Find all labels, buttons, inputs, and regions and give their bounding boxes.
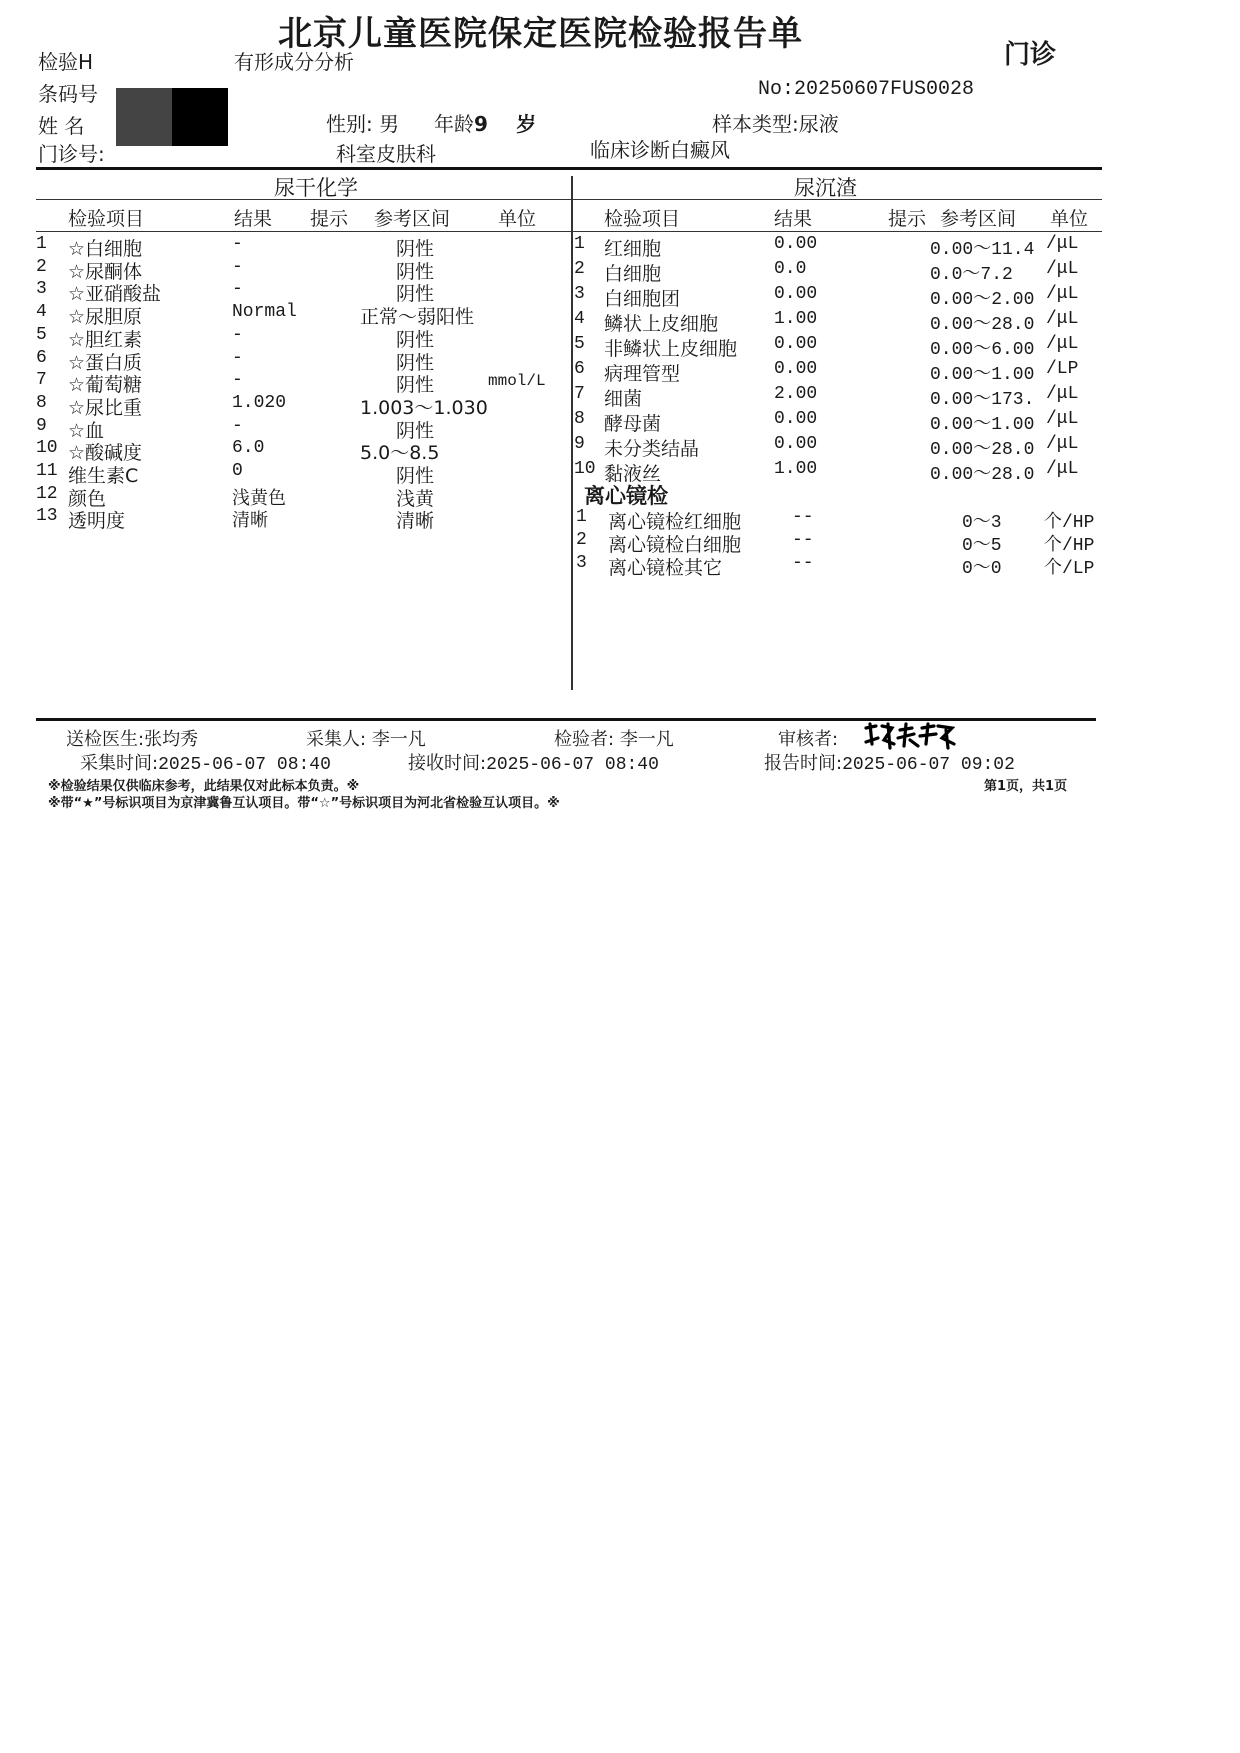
chem-header-unit: 单位 <box>498 208 537 230</box>
collector-value: 李一凡 <box>371 729 426 750</box>
sed-row-result: 1.00 <box>774 309 818 329</box>
receive-time-value: 2025-06-07 08:40 <box>486 755 659 775</box>
sed-row-range: 0.00～2.00 <box>930 290 1035 310</box>
sed-row-result: 0.00 <box>774 434 818 454</box>
chem-row-result: 0 <box>232 461 243 481</box>
disclaimer-note: ※检验结果仅供临床参考，此结果仅对此标本负责。※ <box>48 779 360 794</box>
redaction-block <box>102 42 230 72</box>
chem-row-item: ☆酸碱度 <box>68 442 143 465</box>
chem-row-result: 1.020 <box>232 392 287 413</box>
sed-row-no: 2 <box>574 259 585 279</box>
sediment-section-title: 尿沉渣 <box>794 176 857 200</box>
test-item-label: 检验H <box>38 50 94 74</box>
sed-row-unit: /μL <box>1046 459 1079 479</box>
tester-field <box>554 725 674 751</box>
tester-label: 检验者: <box>554 729 615 750</box>
age-unit: 岁 <box>516 112 537 136</box>
chem-row-item: ☆葡萄糖 <box>68 374 143 397</box>
sed-row-range: 0.00～28.0 <box>930 440 1035 460</box>
centrifuge-row-range: 0～3 <box>962 513 1002 533</box>
chem-row-range: 阴性 <box>396 419 435 442</box>
sed-row-unit: /μL <box>1046 309 1079 329</box>
mutual-recognition-note: ※带“★”号标识项目为京津冀鲁互认项目。带“☆”号标识项目为河北省检验互认项目。※ <box>48 796 560 811</box>
doctor-field <box>66 725 198 751</box>
sex-label: 性别: <box>326 112 373 136</box>
sed-row-no: 4 <box>574 309 585 329</box>
chem-row-result: - <box>232 324 243 345</box>
receive-time-field <box>408 749 659 775</box>
column-header-divider <box>36 231 1102 232</box>
sed-row-item: 白细胞 <box>604 263 662 285</box>
chem-row-no: 12 <box>36 483 58 504</box>
chem-row-item: ☆尿比重 <box>68 396 143 419</box>
section-title-divider <box>36 199 1102 200</box>
tester-value: 李一凡 <box>619 729 674 750</box>
sed-row-no: 3 <box>574 284 585 304</box>
chem-row-result: Normal <box>232 302 297 323</box>
chem-row-result: - <box>232 256 243 277</box>
test-item-value: 有形成分分析 <box>234 50 354 74</box>
sed-row-unit: /μL <box>1046 409 1079 429</box>
sex-field <box>326 108 399 137</box>
chem-row-item: 维生素C <box>68 465 139 487</box>
centrifuge-section-title: 离心镜检 <box>584 484 668 508</box>
sed-row-result: 0.00 <box>774 234 818 254</box>
sed-header-range: 参考区间 <box>940 208 1017 230</box>
report-title: 北京儿童医院保定医院检验报告单 <box>278 14 803 54</box>
chem-header-flag: 提示 <box>310 208 349 230</box>
collect-time-label: 采集时间: <box>80 753 159 774</box>
sed-row-unit: /LP <box>1046 359 1079 379</box>
chem-row-no: 5 <box>36 324 47 345</box>
sed-row-result: 1.00 <box>774 459 818 479</box>
sed-row-result: 0.00 <box>774 359 818 379</box>
chem-row-item: ☆尿胆原 <box>68 306 143 329</box>
chem-row-no: 11 <box>36 461 58 481</box>
chem-row-range: 正常～弱阳性 <box>360 306 475 329</box>
sed-row-range: 0.00～1.00 <box>930 415 1035 435</box>
sed-row-range: 0.00～6.00 <box>930 340 1035 360</box>
sed-row-no: 8 <box>574 409 585 429</box>
sed-row-result: 2.00 <box>774 384 818 404</box>
chem-row-no: 1 <box>36 234 47 254</box>
age-value: 9 <box>474 112 488 136</box>
chem-row-range: 浅黄 <box>396 487 435 510</box>
sed-row-range: 0.00～28.0 <box>930 315 1035 335</box>
header-divider <box>36 167 1102 170</box>
chem-row-result: - <box>232 370 243 391</box>
redaction-block <box>116 88 172 146</box>
diagnosis-value: 白癜风 <box>670 138 730 162</box>
chemistry-section-title: 尿干化学 <box>274 176 358 200</box>
sed-row-unit: /μL <box>1046 284 1079 304</box>
department-value: 皮肤科 <box>376 142 436 166</box>
sed-row-no: 5 <box>574 334 585 354</box>
centrifuge-row-item: 离心镜检白细胞 <box>608 534 742 556</box>
chem-row-range: 阴性 <box>396 238 435 260</box>
centrifuge-row-range: 0～0 <box>962 559 1002 579</box>
chem-row-range: 阴性 <box>396 351 435 374</box>
sed-row-unit: /μL <box>1046 434 1079 454</box>
report-number <box>758 78 974 101</box>
chem-row-item: 透明度 <box>68 510 126 533</box>
sed-row-item: 非鳞状上皮细胞 <box>604 338 738 360</box>
chem-row-result: - <box>232 279 243 300</box>
sample-type-value: 尿液 <box>798 112 839 136</box>
sample-type-field <box>712 108 839 137</box>
chem-row-no: 2 <box>36 256 47 277</box>
report-number-label: No: <box>758 78 795 101</box>
chem-row-range: 阴性 <box>396 328 435 351</box>
sed-row-range: 0.00～28.0 <box>930 465 1035 485</box>
receive-time-label: 接收时间: <box>408 753 487 774</box>
sed-row-item: 黏液丝 <box>604 463 662 485</box>
chem-row-result: 清晰 <box>232 512 268 533</box>
clinic-type-tag: 门诊 <box>1004 40 1057 70</box>
sed-row-result: 0.00 <box>774 334 818 354</box>
sed-row-item: 细菌 <box>604 388 643 410</box>
sed-row-item: 鳞状上皮细胞 <box>604 313 719 335</box>
centrifuge-row-unit: 个/LP <box>1044 559 1095 579</box>
chem-row-range: 阴性 <box>396 374 435 397</box>
sed-row-no: 7 <box>574 384 585 404</box>
sed-row-no: 10 <box>574 459 596 479</box>
chem-row-item: ☆胆红素 <box>68 328 143 351</box>
report-time-value: 2025-06-07 09:02 <box>842 755 1015 775</box>
sed-row-range: 0.0～7.2 <box>930 265 1013 285</box>
diagnosis-label: 临床诊断 <box>590 138 670 162</box>
sed-row-range: 0.00～11.4 <box>930 240 1035 260</box>
chem-row-result: - <box>232 234 243 254</box>
sed-row-item: 未分类结晶 <box>604 438 700 460</box>
name-label: 姓 名 <box>38 114 85 138</box>
collector-label: 采集人: <box>306 729 367 750</box>
sed-row-no: 1 <box>574 234 585 254</box>
chem-row-item: ☆尿酮体 <box>68 260 143 283</box>
age-field <box>434 108 536 137</box>
chem-header-range: 参考区间 <box>374 208 451 230</box>
centrifuge-row-result: -- <box>792 530 814 550</box>
page-indicator: 第1页，共1页 <box>984 779 1068 794</box>
sed-row-range: 0.00～1.00 <box>930 365 1035 385</box>
department-label: 科室 <box>336 142 376 166</box>
doctor-label: 送检医生: <box>66 729 145 750</box>
report-number-value: 20250607FUS0028 <box>794 78 975 101</box>
sed-row-unit: /μL <box>1046 334 1079 354</box>
sed-row-no: 6 <box>574 359 585 379</box>
chem-row-range: 1.003～1.030 <box>360 396 488 419</box>
collector-field <box>306 725 426 751</box>
collect-time-value: 2025-06-07 08:40 <box>158 755 331 775</box>
chem-row-result: 6.0 <box>232 438 265 459</box>
collect-time-field <box>80 749 331 775</box>
chem-row-range: 阴性 <box>396 465 435 487</box>
sample-type-label: 样本类型: <box>712 112 799 136</box>
chem-row-range: 阴性 <box>396 283 435 306</box>
chem-row-range: 阴性 <box>396 260 435 283</box>
reviewer-label: 审核者: <box>778 729 839 750</box>
report-time-label: 报告时间: <box>764 753 843 774</box>
chem-row-unit: mmol/L <box>488 372 546 391</box>
chem-row-result: - <box>232 415 243 436</box>
centrifuge-row-result: -- <box>792 553 814 573</box>
centrifuge-row-no: 3 <box>576 553 587 573</box>
sed-row-unit: /μL <box>1046 234 1079 254</box>
sex-value: 男 <box>379 112 400 136</box>
centrifuge-row-no: 1 <box>576 507 587 527</box>
doctor-value: 张均秀 <box>144 729 199 750</box>
age-label: 年龄 <box>434 112 474 136</box>
sed-row-result: 0.0 <box>774 259 807 279</box>
chem-row-no: 8 <box>36 392 47 413</box>
sed-row-item: 病理管型 <box>604 363 681 385</box>
chem-row-no: 7 <box>36 370 47 391</box>
chem-row-item: ☆血 <box>68 419 105 442</box>
sed-row-item: 酵母菌 <box>604 413 662 435</box>
chem-row-range: 5.0～8.5 <box>360 442 440 465</box>
sed-row-no: 9 <box>574 434 585 454</box>
centrifuge-row-item: 离心镜检其它 <box>608 557 723 579</box>
sed-row-item: 白细胞团 <box>604 288 681 310</box>
chem-header-item: 检验项目 <box>68 208 145 230</box>
barcode-label: 条码号 <box>38 82 98 106</box>
sed-row-range: 0.00～173. <box>930 390 1035 410</box>
chem-header-result: 结果 <box>234 208 273 230</box>
diagnosis-field <box>590 134 730 163</box>
chem-row-item: ☆白细胞 <box>68 238 143 260</box>
sed-header-unit: 单位 <box>1050 208 1089 230</box>
sed-row-result: 0.00 <box>774 284 818 304</box>
chem-row-item: ☆亚硝酸盐 <box>68 283 162 306</box>
table-vertical-divider <box>571 176 573 690</box>
reviewer-signature <box>862 720 958 752</box>
centrifuge-row-unit: 个/HP <box>1044 536 1095 556</box>
department-field <box>336 138 436 167</box>
chem-row-result: - <box>232 347 243 368</box>
centrifuge-row-item: 离心镜检红细胞 <box>608 511 742 533</box>
chem-row-no: 13 <box>36 506 58 527</box>
chem-row-no: 6 <box>36 347 47 368</box>
centrifuge-row-range: 0～5 <box>962 536 1002 556</box>
chem-row-item: ☆蛋白质 <box>68 351 143 374</box>
chem-row-result: 浅黄色 <box>232 489 286 510</box>
sed-row-item: 红细胞 <box>604 238 662 260</box>
sed-row-result: 0.00 <box>774 409 818 429</box>
sed-header-flag: 提示 <box>888 208 927 230</box>
sed-row-unit: /μL <box>1046 384 1079 404</box>
chem-row-no: 9 <box>36 415 47 436</box>
centrifuge-row-unit: 个/HP <box>1044 513 1095 533</box>
redaction-block <box>172 88 228 146</box>
chem-row-no: 10 <box>36 438 58 459</box>
centrifuge-row-result: -- <box>792 507 814 527</box>
chem-row-item: 颜色 <box>68 487 107 510</box>
chem-row-range: 清晰 <box>396 510 435 533</box>
outpatient-no-label: 门诊号: <box>38 142 105 166</box>
chem-row-no: 4 <box>36 302 47 323</box>
report-time-field <box>764 749 1015 775</box>
centrifuge-row-no: 2 <box>576 530 587 550</box>
sed-row-unit: /μL <box>1046 259 1079 279</box>
chem-row-no: 3 <box>36 279 47 300</box>
sed-header-result: 结果 <box>774 208 813 230</box>
sed-header-item: 检验项目 <box>604 208 681 230</box>
